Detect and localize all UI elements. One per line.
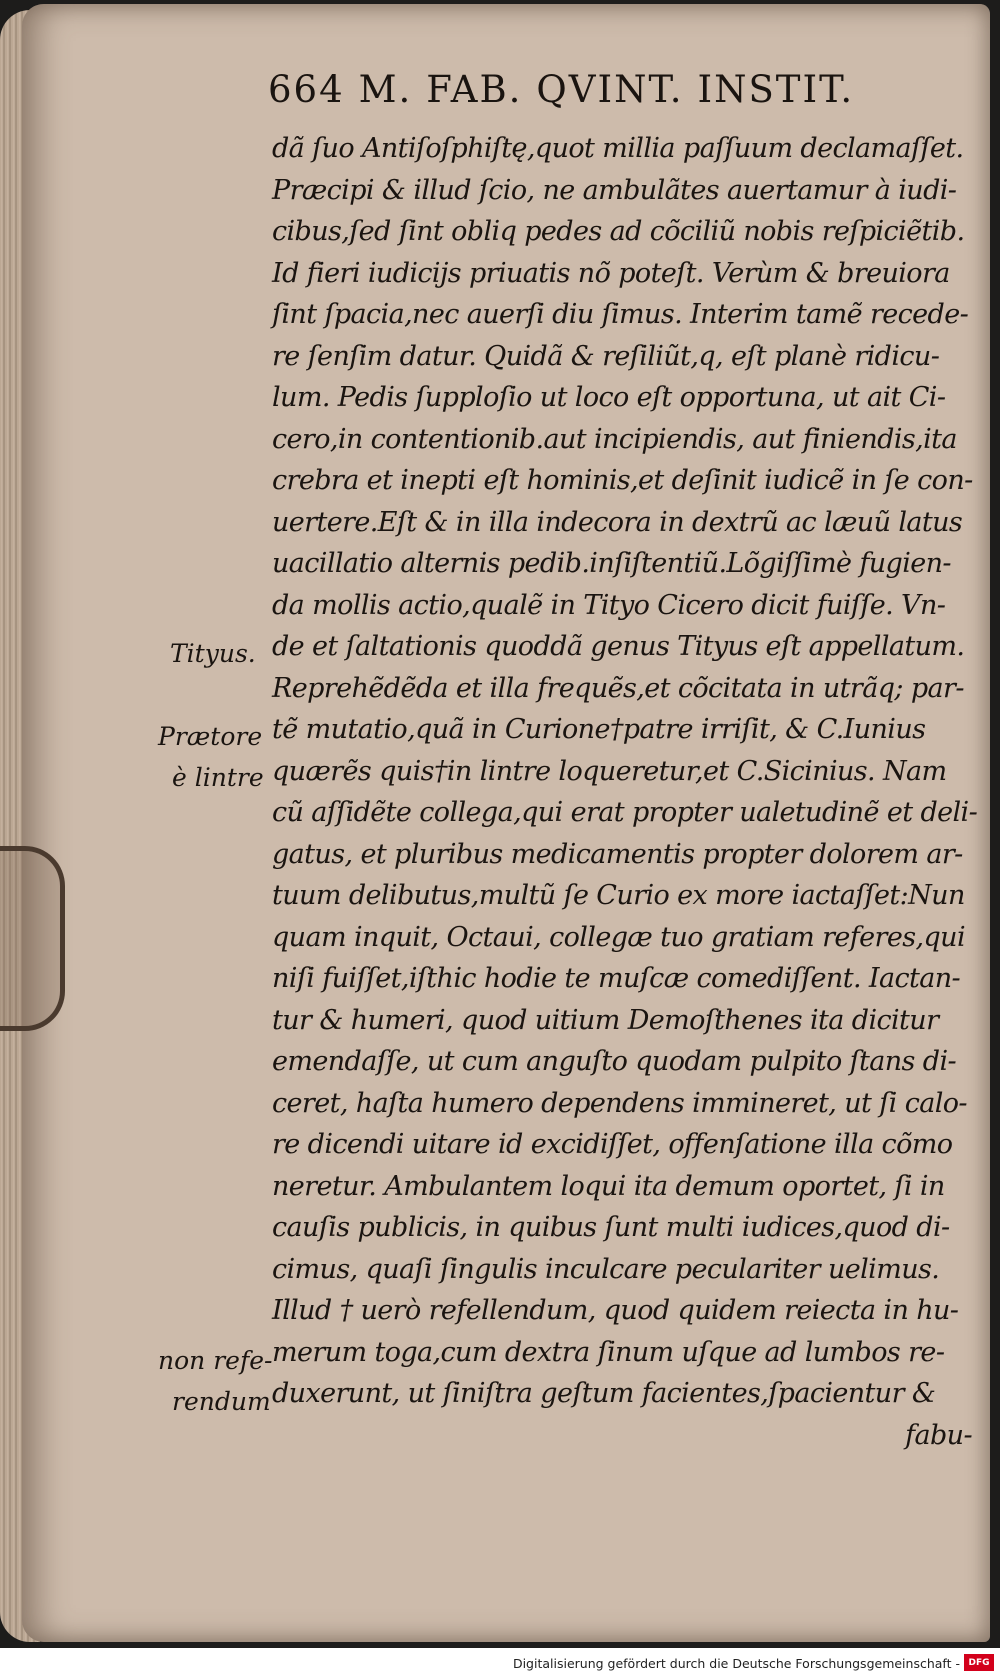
text-line: da mollis actio,qualẽ in Tityo Cicero dicit fuiſſe. Vn- [272,589,946,621]
text-line: Præcipi & illud ſcio, ne ambulãtes auertamur à iudi- [272,174,957,206]
text-line: uertere.Eſt & in illa indecora in dextrũ ac læuũ latus [272,506,963,538]
text-line: Illud † uerò refellendum, quod quidem reiecta in hu- [272,1295,959,1326]
running-title-word: QVINT. [536,68,684,111]
text-line: dã ſuo Antiſoſphiſtę,quot millia paſſuum declamaſſet. [272,133,964,164]
margin-note-lintre: è lintre [172,763,264,792]
text-line: cimus, quaſi ſingulis inculcare peculariter uelimus. [272,1253,940,1285]
footer-bar [0,1648,1000,1679]
text-line: uacillatio alternis pedib.inſiſtentiũ.Lõgiſſimè fugien- [272,548,951,579]
text-line: Id fieri iudicijs priuatis nõ poteſt. Verùm & breuiora [272,257,950,289]
text-line: re dicendi uitare id excidiſſet, offenſatione illa cõmo [272,1129,953,1160]
margin-note-tityus: Tityus. [170,639,256,668]
text-line: niſi fuiſſet,iſthic hodie te muſcæ comediſſent. Iactan- [272,963,961,994]
running-title-word: FAB. [426,68,523,111]
dfg-logo: DFG [964,1654,994,1671]
text-line: lum. Pedis ſupploſio ut loco eſt opportuna, ut ait Ci- [272,382,946,413]
text-line: cibus,ſed ſint obliq pedes ad cõciliũ nobis reſpiciẽtib. [272,216,965,247]
running-title-word: M. [358,68,413,111]
text-line: tuum delibutus,multũ ſe Curio ex more iactaſſet:Nun [272,880,965,911]
funding-credit: Digitalisierung gefördert durch die Deutsche Forschungsgemeinschaft - [512,1656,960,1671]
book-clasp [0,846,65,1031]
text-line: crebra et inepti eſt hominis,et deſinit iudicẽ in ſe con- [272,465,973,496]
text-line: de et ſaltationis quoddã genus Tityus eſt appellatum. [272,631,965,662]
margin-note-rendum: rendum [172,1387,271,1416]
text-line: quærẽs quis†in lintre loqueretur,et C.Sicinius. Nam [272,755,947,787]
text-line: neretur. Ambulantem loqui ita demum oportet, ſi in [272,1170,945,1202]
running-title-word: INSTIT. [697,68,855,111]
text-line: duxerunt, ut ſiniſtra geſtum facientes,ſpacientur & [272,1378,936,1409]
text-line: cauſis publicis, in quibus ſunt multi iudices,quod di- [272,1212,950,1243]
body-text [272,128,978,1456]
text-line: emendaſſe, ut cum anguſto quodam pulpito ſtans di- [272,1046,957,1077]
text-line: quam inquit, Octaui, collegæ tuo gratiam referes,qui [272,921,965,953]
text-line: merum toga,cum dextra ſinum uſque ad lumbos re- [272,1336,945,1368]
text-line: tur & humeri, quod uitium Demoſthenes ita dicitur [272,1004,939,1036]
text-line: ſint ſpacia,nec auerſi diu ſimus. Interim tamẽ recede- [272,299,969,330]
page-number: 664 [268,68,345,111]
text-line: Reprehẽdẽda et illa frequẽs,et cõcitata in utrãq; par- [272,672,964,704]
margin-note-praetore: Prætore [158,722,263,751]
text-line: gatus, et pluribus medicamentis propter dolorem ar- [272,838,963,870]
text-line: ceret, haſta humero dependens immineret, ut ſi calo- [272,1087,967,1119]
text-line: tẽ mutatio,quã in Curione†patre irriſit, & C.Iunius [272,714,926,745]
catchword: fabu- [905,1419,972,1451]
text-line: re ſenſim datur. Quidã & reſiliũt,q, eſt planè ridicu- [272,340,940,372]
margin-note-non-refe: non refe- [158,1346,273,1375]
running-header [268,68,908,111]
text-line: cero,in contentionib.aut incipiendis, aut finiendis,ita [272,423,957,455]
text-line: cũ aſſidẽte collega,qui erat propter ualetudinẽ et deli- [272,797,978,828]
